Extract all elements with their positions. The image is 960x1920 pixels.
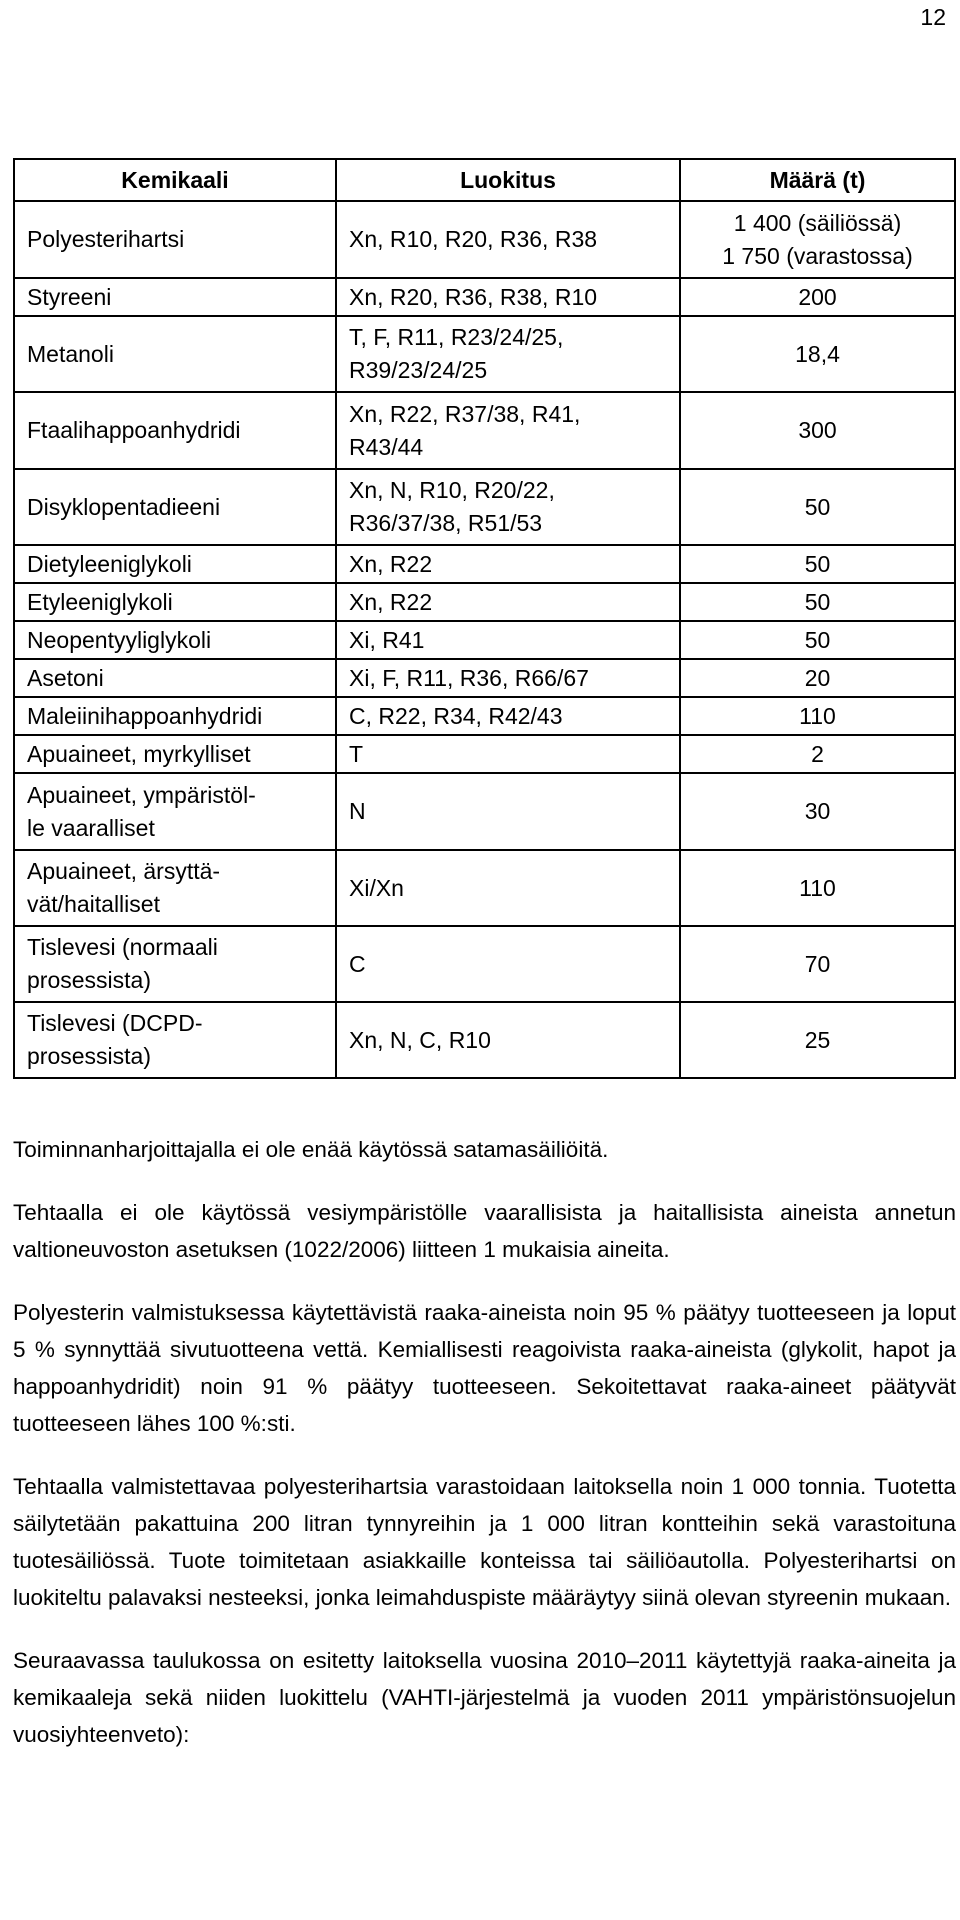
amount: 110 (799, 874, 836, 901)
table-row (14, 201, 955, 278)
paragraph: Tehtaalla ei ole käytössä vesiympäristölle vaarallisista ja haitallisista aineista annetun valtioneuvoston asetuksen (1022/2006) liitteen 1 mukaisia aineita. (13, 1200, 956, 1262)
amount: 110 (799, 702, 836, 729)
table-row (14, 735, 955, 773)
chemical-name: Ftaalihappoanhydridi (27, 417, 241, 443)
chemical-name: Tislevesi (DCPD- prosessista) (27, 1010, 203, 1069)
classification: Xi, R41 (349, 626, 425, 653)
table-row (14, 278, 955, 316)
classification: C, R22, R34, R42/43 (349, 702, 563, 729)
classification: Xn, R20, R36, R38, R10 (349, 283, 598, 310)
chemical-name: Dietyleeniglykoli (27, 550, 192, 577)
header-chemical: Kemikaali (14, 159, 336, 201)
table-row (14, 583, 955, 621)
classification: Xn, R10, R20, R36, R38 (349, 226, 598, 252)
page-number: 12 (920, 4, 946, 30)
classification: Xn, N, R10, R20/22, R36/37/38, R51/53 (349, 477, 555, 536)
paragraph: Toiminnanharjoittajalla ei ole enää käytössä satamasäiliöitä. (13, 1137, 609, 1162)
amount: 20 (804, 664, 831, 691)
paragraph: Seuraavassa taulukossa on esitetty laitoksella vuosina 2010–2011 käytettyjä raaka-aineita ja kemikaaleja sekä niiden luokittelu (VAHTI-järjestelmä ja vuoden 2011 ympäristönsuojelun vuosiyhteenveto): (13, 1648, 956, 1747)
amount: 200 (798, 283, 837, 310)
chemical-name: Asetoni (27, 664, 104, 691)
table-header-row (14, 159, 955, 201)
classification: N (349, 798, 366, 824)
classification: Xn, R22 (349, 550, 433, 577)
table-row (14, 392, 955, 469)
amount: 300 (798, 417, 837, 443)
chemical-name: Maleiinihappoanhydridi (27, 702, 263, 729)
classification: C (349, 950, 366, 977)
table-row (14, 316, 955, 392)
paragraph: Tehtaalla valmistettavaa polyesterihartsia varastoidaan laitoksella noin 1 000 tonnia. Tuotetta säilytetään pakattuina 200 litran tynnyreihin ja 1 000 litran kontteihin sekä varastoituna tuotesäiliössä. Tuote toimitetaan asiakkaille konteissa tai säiliöautolla. Polyesterihartsi on luokiteltu palavaksi nesteeksi, jonka leimahduspiste määräytyy siinä olevan styreenin mukaan. (13, 1474, 956, 1610)
header-classification: Luokitus (336, 159, 680, 201)
amount: 18,4 (795, 340, 840, 367)
amount: 50 (804, 588, 831, 615)
body-text (13, 1131, 956, 1779)
table-row (14, 1002, 955, 1078)
chemical-name: Metanoli (27, 340, 114, 367)
table-row (14, 697, 955, 735)
classification: Xi, F, R11, R36, R66/67 (349, 664, 589, 691)
amount: 50 (804, 626, 831, 653)
table-row (14, 469, 955, 545)
chemical-name: Apuaineet, ärsyttä- vät/haitalliset (27, 858, 221, 917)
table-row (14, 926, 955, 1002)
amount: 25 (804, 1026, 831, 1053)
chemical-name: Neopentyyliglykoli (27, 626, 212, 653)
table-row (14, 850, 955, 926)
table-row (14, 621, 955, 659)
table-row (14, 659, 955, 697)
paragraph: Polyesterin valmistuksessa käytettävistä raaka-aineista noin 95 % päätyy tuotteeseen ja loput 5 % synnyttää sivutuotteena vettä. Kemiallisesti reagoivista raaka-aineista (glykolit, hapot ja happoanhydridit) noin 91 % päätyy tuotteeseen. Sekoitettavat raaka-aineet päätyvät tuotteeseen lähes 100 %:sti. (13, 1300, 956, 1436)
chemical-name: Apuaineet, ympäristöl- le vaaralliset (27, 781, 256, 841)
table-row (14, 545, 955, 583)
chemical-name: Polyesterihartsi (27, 226, 185, 252)
amount: 70 (804, 950, 831, 977)
chemicals-table (13, 158, 956, 1079)
amount: 50 (804, 493, 831, 520)
classification: T, F, R11, R23/24/25, R39/23/24/25 (349, 324, 564, 383)
table-row (14, 773, 955, 850)
header-amount: Määrä (t) (680, 159, 955, 201)
chemical-name: Tislevesi (normaali prosessista) (27, 934, 218, 993)
classification: Xn, R22 (349, 588, 433, 615)
chemical-name: Etyleeniglykoli (27, 588, 173, 615)
amount: 1 400 (säiliössä) 1 750 (varastossa) (722, 209, 913, 269)
amount: 2 (811, 740, 824, 767)
classification: Xn, R22, R37/38, R41, R43/44 (349, 400, 581, 460)
chemical-name: Disyklopentadieeni (27, 493, 221, 520)
amount: 50 (804, 550, 831, 577)
classification: Xn, N, C, R10 (349, 1026, 491, 1053)
classification: Xi/Xn (349, 874, 404, 901)
amount: 30 (804, 798, 831, 824)
chemical-name: Apuaineet, myrkylliset (27, 740, 251, 767)
chemical-name: Styreeni (27, 283, 112, 310)
classification: T (349, 740, 364, 767)
